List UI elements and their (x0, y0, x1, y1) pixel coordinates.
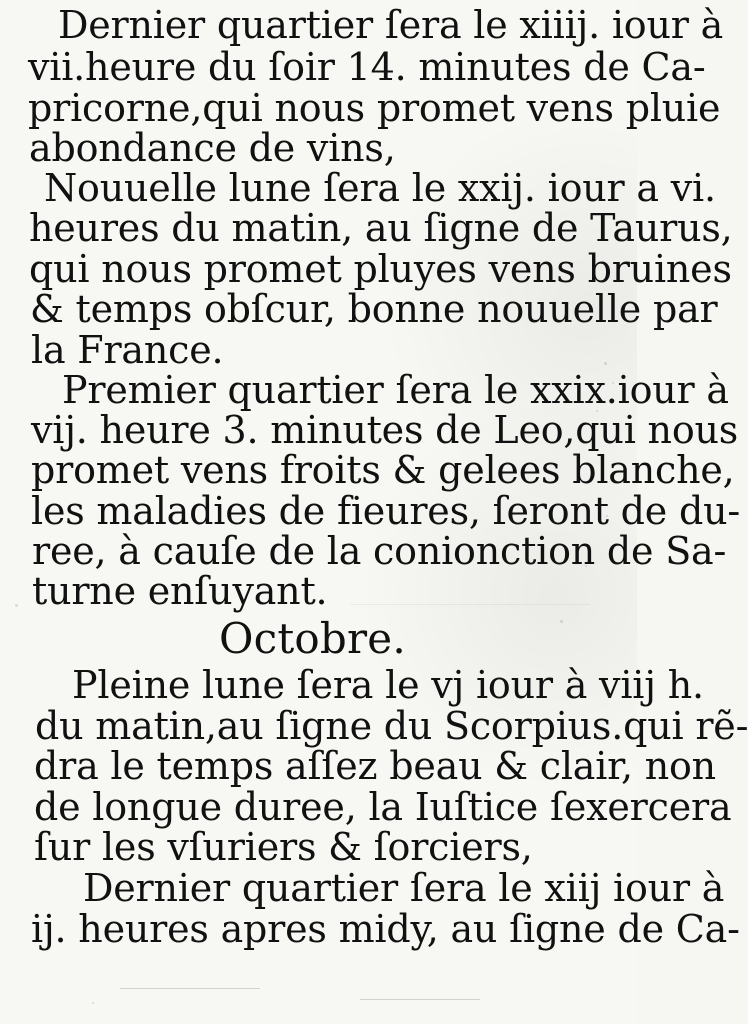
text-line-18: dra le temps aſſez beau & clair, non (34, 744, 716, 788)
speck-5 (606, 515, 608, 517)
text-line-12: promet vens froits & gelees blanche, (31, 448, 735, 492)
faint-ink-mark-3 (350, 604, 590, 605)
text-line-9: la France. (31, 328, 224, 372)
text-line-7: qui nous promet pluyes vens bruines (29, 247, 732, 291)
text-line-3: pricorne,qui nous promet vens pluie (28, 86, 721, 130)
speck-9 (15, 604, 18, 607)
speck-3 (596, 410, 598, 412)
text-line-13: les maladies de fieures, ſeront de du- (31, 489, 741, 533)
text-line-11: vij. heure 3. minutes de Leo,qui nous (31, 408, 739, 452)
text-line-22: ij. heures apres midy, au ſigne de Ca- (31, 907, 740, 951)
text-line-20: ſur les vſuriers & ſorciers, (34, 825, 533, 869)
text-line-1: Dernier quartier ſera le xiiij. iour à (58, 3, 724, 47)
text-line-2: vii.heure du ſoir 14. minutes de Ca- (28, 45, 706, 89)
text-line-5: Nouuelle lune ſera le xxij. iour a vi. (44, 166, 716, 210)
faint-ink-mark-1 (120, 988, 260, 989)
text-line-4: abondance de vins, (29, 126, 396, 170)
speck-8 (574, 670, 576, 672)
text-line-16: Pleine lune ſera le vj iour à viij h. (72, 663, 704, 707)
speck-6 (585, 565, 587, 567)
section-heading-octobre: Octobre. (219, 614, 406, 663)
faint-ink-mark-2 (360, 999, 480, 1000)
text-line-6: heures du matin, au ſigne de Taurus, (29, 206, 733, 250)
text-line-15: turne enſuyant. (32, 569, 328, 613)
text-line-14: ree, à cauſe de la conionction de Sa- (32, 529, 727, 573)
speck-7 (560, 620, 563, 623)
text-line-8: & temps obſcur, bonne nouuelle par (30, 287, 718, 331)
text-line-21: Dernier quartier ſera le xiij iour à (83, 866, 725, 910)
speck-10 (92, 1002, 94, 1004)
speck-4 (602, 474, 604, 476)
text-line-19: de longue duree, la Iuſtice ſexercera (34, 785, 732, 829)
speck-1 (604, 362, 607, 365)
speck-2 (612, 382, 614, 384)
text-line-10: Premier quartier ſera le xxix.iour à (62, 368, 729, 412)
text-line-17: du matin,au ſigne du Scorpius.qui rẽ- (35, 704, 748, 748)
